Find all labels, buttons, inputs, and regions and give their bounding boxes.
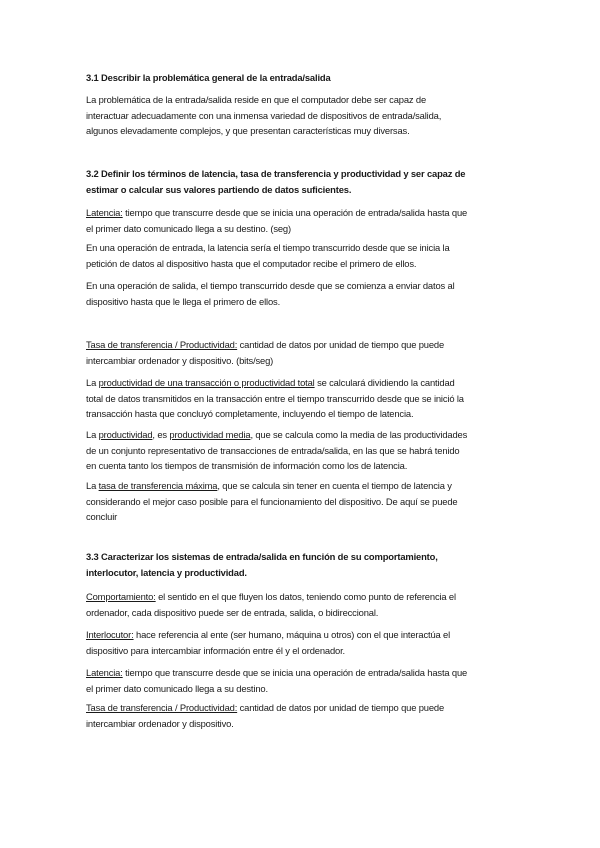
text-line — [86, 427, 526, 443]
underlined-term: Tasa de transferencia / Productividad: — [86, 339, 238, 350]
text-run: La — [86, 480, 99, 491]
text-run: el primer dato comunicado llega a su destino. — [86, 682, 268, 694]
text-line — [86, 108, 526, 124]
text-line — [86, 458, 526, 474]
text-run: 3.2 Definir los términos de latencia, tasa de transferencia y productividad y ser capaz de — [86, 168, 466, 179]
text-run: en cuenta tanto los tiempos de transmisión de información como los de latencia. — [86, 460, 408, 472]
text-run: concluir — [86, 511, 118, 523]
paragraph — [86, 375, 526, 422]
text-line — [86, 391, 526, 407]
text-line — [86, 240, 526, 256]
paragraph — [86, 700, 526, 731]
paragraph — [86, 665, 526, 696]
paragraph — [86, 240, 526, 271]
text-line — [86, 123, 526, 139]
section-heading — [86, 70, 526, 86]
underlined-term: Comportamiento: — [86, 591, 156, 602]
text-line — [86, 478, 526, 494]
text-run: algunos elevadamente complejos, y que presentan características muy diversas. — [86, 125, 410, 137]
text-line — [86, 205, 526, 221]
paragraph — [86, 92, 526, 139]
paragraph — [86, 627, 526, 658]
text-line — [86, 589, 526, 605]
paragraph — [86, 427, 526, 474]
underlined-term: tasa de transferencia máxima — [98, 480, 218, 491]
text-run: dispositivo hasta que le llega el primero de ellos. — [86, 295, 281, 307]
text-line — [86, 353, 526, 369]
text-run: intercambiar ordenador y dispositivo. (bits/seg) — [86, 354, 274, 366]
text-line — [86, 643, 526, 659]
text-line — [86, 70, 526, 86]
text-run: de un conjunto representativo de transacciones de entrada/salida, en las que se habrá tenido — [86, 444, 460, 456]
text-line — [86, 182, 526, 198]
text-run: 3.3 Caracterizar los sistemas de entrada/salida en función de su comportamiento, — [86, 551, 438, 562]
text-line — [86, 443, 526, 459]
underlined-term: productividad de una transacción o productividad total — [98, 377, 315, 388]
text-run: dispositivo para intercambiar información entre él y el ordenador. — [86, 644, 345, 656]
text-line — [86, 256, 526, 272]
underlined-term: productividad media — [169, 429, 251, 440]
text-run: tiempo que transcurre desde que se inicia una operación de entrada/salida hasta que — [122, 207, 468, 218]
text-line — [86, 716, 526, 732]
underlined-term: productividad — [98, 429, 153, 440]
text-line — [86, 221, 526, 237]
text-line — [86, 665, 526, 681]
underlined-term: Latencia: — [86, 207, 123, 218]
text-run: cantidad de datos por unidad de tiempo que puede — [237, 339, 445, 350]
text-run: transacción hasta que concluyó completamente, incluyendo el tiempo de latencia. — [86, 408, 414, 420]
text-line — [86, 549, 526, 565]
text-line — [86, 700, 526, 716]
text-run: cantidad de datos por unidad de tiempo que puede — [237, 702, 445, 713]
text-run: , que se calcula sin tener en cuenta el tiempo de latencia y — [217, 480, 452, 491]
paragraph — [86, 478, 526, 525]
text-run: el sentido en el que fluyen los datos, teniendo como punto de referencia el — [155, 591, 456, 602]
underlined-term: Interlocutor: — [86, 629, 134, 640]
text-line — [86, 92, 526, 108]
text-run: estimar o calcular sus valores partiendo de datos suficientes. — [86, 183, 352, 195]
section-heading — [86, 166, 526, 197]
text-line — [86, 627, 526, 643]
text-run: ordenador, cada dispositivo puede ser de entrada, salida, o bidireccional. — [86, 606, 379, 618]
text-run: considerando el mejor caso posible para el funcionamiento del dispositivo. De aquí se puede — [86, 495, 458, 507]
paragraph — [86, 337, 526, 368]
paragraph — [86, 278, 526, 309]
text-line — [86, 294, 526, 310]
text-run: total de datos transmitidos en la transacción entre el tiempo transcurrido desde que se inició la — [86, 392, 464, 404]
underlined-term: Latencia: — [86, 667, 123, 678]
text-run: intercambiar ordenador y dispositivo. — [86, 717, 234, 729]
text-run: La — [86, 429, 99, 440]
text-run: se calculará dividiendo la cantidad — [314, 377, 455, 388]
text-line — [86, 565, 526, 581]
text-run: En una operación de salida, el tiempo transcurrido desde que se comienza a enviar datos al — [86, 280, 455, 291]
text-run: En una operación de entrada, la latencia sería el tiempo transcurrido desde que se inicia la — [86, 242, 450, 253]
text-run: interlocutor, latencia y productividad. — [86, 566, 247, 578]
underlined-term: Tasa de transferencia / Productividad: — [86, 702, 238, 713]
text-run: tiempo que transcurre desde que se inicia una operación de entrada/salida hasta que — [122, 667, 468, 678]
text-run: 3.1 Describir la problemática general de la entrada/salida — [86, 72, 331, 83]
text-run: La problemática de la entrada/salida reside en que el computador debe ser capaz de — [86, 94, 427, 105]
text-line — [86, 406, 526, 422]
paragraph — [86, 205, 526, 236]
text-line — [86, 494, 526, 510]
text-run: , es — [152, 429, 170, 440]
text-run: hace referencia al ente (ser humano, máquina u otros) con el que interactúa el — [133, 629, 451, 640]
text-line — [86, 375, 526, 391]
text-line — [86, 605, 526, 621]
paragraph — [86, 589, 526, 620]
section-heading — [86, 549, 526, 580]
text-line — [86, 337, 526, 353]
text-run: petición de datos al dispositivo hasta que el computador recibe el primero de ellos. — [86, 257, 417, 269]
text-run: , que se calcula como la media de las productividades — [250, 429, 468, 440]
text-line — [86, 278, 526, 294]
text-line — [86, 681, 526, 697]
text-run: interactuar adecuadamente con una inmensa variedad de dispositivos de entrada/salida, — [86, 109, 442, 121]
text-line — [86, 166, 526, 182]
text-line — [86, 509, 526, 525]
text-run: La — [86, 377, 99, 388]
text-run: el primer dato comunicado llega a su destino. (seg) — [86, 222, 291, 234]
